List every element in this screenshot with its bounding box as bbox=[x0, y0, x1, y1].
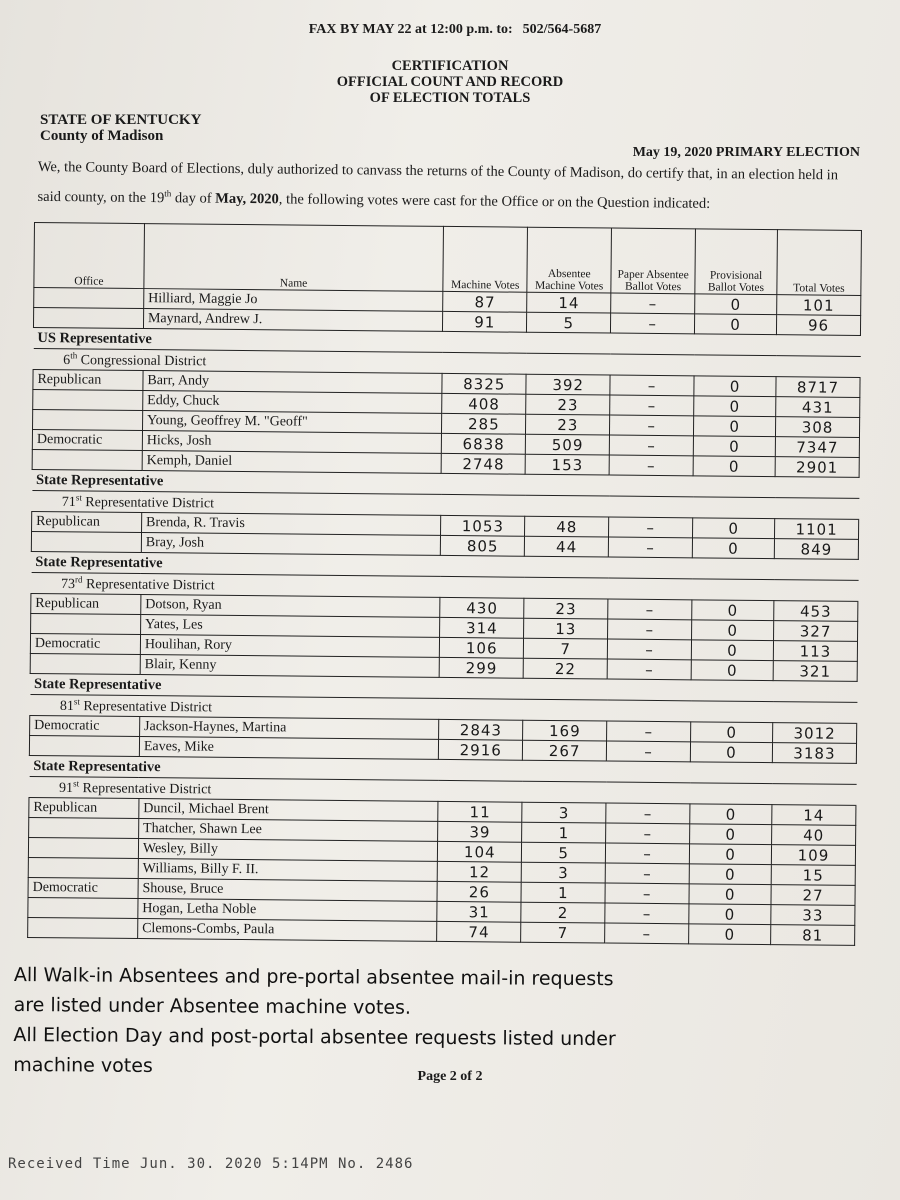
machine-votes-cell: 299 bbox=[439, 657, 523, 678]
candidate-name-cell: Eddy, Chuck bbox=[143, 391, 443, 414]
provisional-votes-cell: 0 bbox=[690, 824, 772, 845]
candidate-name-cell: Kemph, Daniel bbox=[142, 451, 442, 474]
provisional-votes-cell: 0 bbox=[689, 924, 771, 945]
total-votes-cell: 27 bbox=[771, 885, 855, 906]
absentee-votes-cell: 5 bbox=[522, 842, 606, 863]
office-title: State Representative bbox=[31, 551, 858, 580]
table-body bbox=[28, 288, 861, 946]
provisional-votes-cell: 0 bbox=[694, 376, 776, 397]
absentee-votes-cell: 1 bbox=[522, 822, 606, 843]
fax-instruction bbox=[0, 22, 900, 38]
total-votes-cell: 3012 bbox=[773, 723, 857, 744]
paper-absentee-cell: – bbox=[605, 863, 689, 884]
absentee-votes-cell: 392 bbox=[526, 374, 610, 395]
machine-votes-cell: 408 bbox=[442, 393, 526, 414]
provisional-votes-cell: 0 bbox=[691, 660, 773, 681]
total-votes-cell: 431 bbox=[776, 397, 860, 418]
absentee-votes-cell: 23 bbox=[526, 394, 610, 415]
intro-sup: th bbox=[164, 188, 172, 199]
district-number: 71 bbox=[61, 494, 76, 510]
machine-votes-cell: 8325 bbox=[442, 373, 526, 394]
provisional-votes-cell: 0 bbox=[689, 844, 771, 865]
party-cell bbox=[28, 837, 138, 858]
party-cell bbox=[33, 308, 143, 329]
machine-votes-cell: 2748 bbox=[441, 453, 525, 474]
total-votes-cell: 7347 bbox=[775, 437, 859, 458]
candidate-name-cell: Blair, Kenny bbox=[140, 655, 440, 678]
office-title: US Representative bbox=[33, 327, 860, 356]
total-votes-cell: 109 bbox=[771, 845, 855, 866]
total-votes-cell: 101 bbox=[777, 295, 861, 316]
district-number: 81 bbox=[59, 698, 74, 714]
paper-absentee-cell: – bbox=[607, 659, 691, 680]
candidate-name-cell: Maynard, Andrew J. bbox=[143, 309, 443, 332]
machine-votes-cell: 314 bbox=[440, 617, 524, 638]
machine-votes-cell: 31 bbox=[437, 901, 521, 922]
paper-absentee-cell: – bbox=[608, 619, 692, 640]
paper-absentee-cell: – bbox=[608, 537, 692, 558]
paper-absentee-cell: – bbox=[609, 517, 693, 538]
district-suffix: st bbox=[73, 696, 80, 707]
absentee-votes-cell: 7 bbox=[524, 638, 608, 659]
machine-votes-cell: 11 bbox=[438, 801, 522, 822]
absentee-votes-cell: 509 bbox=[526, 434, 610, 455]
certification-statement bbox=[37, 155, 864, 218]
total-votes-cell: 8717 bbox=[776, 377, 860, 398]
machine-votes-cell: 106 bbox=[440, 637, 524, 658]
party-cell: Republican bbox=[31, 593, 141, 614]
absentee-votes-cell: 169 bbox=[523, 720, 607, 741]
paper-absentee-cell: – bbox=[611, 293, 695, 314]
district-suffix: st bbox=[75, 492, 82, 503]
paper-absentee-cell: – bbox=[611, 313, 695, 334]
district-number: 73 bbox=[60, 576, 76, 592]
candidate-name-cell: Duncil, Michael Brent bbox=[139, 799, 439, 822]
absentee-votes-cell: 22 bbox=[523, 658, 607, 679]
absentee-votes-cell: 14 bbox=[527, 292, 611, 313]
machine-votes-cell: 39 bbox=[438, 821, 522, 842]
col-name: Name bbox=[144, 224, 444, 292]
paper-absentee-cell: – bbox=[607, 721, 691, 742]
paper-absentee-cell: – bbox=[610, 375, 694, 396]
party-cell bbox=[29, 735, 139, 756]
candidate-name-cell: Thatcher, Shawn Lee bbox=[138, 819, 438, 842]
absentee-votes-cell: 5 bbox=[527, 312, 611, 333]
note-line: are listed under Absentee machine votes. bbox=[13, 993, 412, 1019]
total-votes-cell: 40 bbox=[772, 825, 856, 846]
candidate-name-cell: Barr, Andy bbox=[143, 371, 443, 394]
party-cell bbox=[33, 389, 143, 410]
absentee-votes-cell: 2 bbox=[521, 902, 605, 923]
provisional-votes-cell: 0 bbox=[690, 742, 772, 763]
total-votes-cell: 14 bbox=[772, 805, 856, 826]
total-votes-cell: 33 bbox=[771, 905, 855, 926]
machine-votes-cell: 2843 bbox=[439, 719, 523, 740]
provisional-votes-cell: 0 bbox=[693, 456, 775, 477]
candidate-name-cell: Hicks, Josh bbox=[142, 431, 442, 454]
district-number: 6 bbox=[63, 352, 71, 368]
provisional-votes-cell: 0 bbox=[690, 804, 772, 825]
page-number: Page 2 of 2 bbox=[417, 1069, 483, 1084]
state-name: STATE OF KENTUCKY bbox=[40, 112, 202, 128]
machine-votes-cell: 12 bbox=[438, 861, 522, 882]
party-cell: Democratic bbox=[28, 877, 138, 898]
provisional-votes-cell: 0 bbox=[689, 864, 771, 885]
party-cell: Republican bbox=[29, 797, 139, 818]
provisional-votes-cell: 0 bbox=[692, 538, 774, 559]
district-text: Representative District bbox=[81, 494, 215, 512]
district-suffix: th bbox=[70, 350, 78, 361]
party-cell bbox=[28, 917, 138, 938]
total-votes-cell: 849 bbox=[774, 539, 858, 560]
party-cell: Democratic bbox=[30, 633, 140, 654]
machine-votes-cell: 74 bbox=[437, 921, 521, 942]
machine-votes-cell: 285 bbox=[442, 413, 526, 434]
handwritten-note bbox=[13, 960, 894, 1086]
total-votes-cell: 308 bbox=[776, 417, 860, 438]
party-cell bbox=[28, 857, 138, 878]
cert-line-1: CERTIFICATION bbox=[391, 58, 509, 74]
total-votes-cell: 453 bbox=[774, 601, 858, 622]
candidate-name-cell: Clemons-Combs, Paula bbox=[138, 919, 438, 942]
candidate-name-cell: Yates, Les bbox=[140, 615, 440, 638]
absentee-votes-cell: 1 bbox=[521, 882, 605, 903]
paper-absentee-cell: – bbox=[606, 843, 690, 864]
candidate-name-cell: Bray, Josh bbox=[141, 533, 441, 556]
col-office: Office bbox=[34, 223, 145, 289]
paper-absentee-cell: – bbox=[605, 903, 689, 924]
provisional-votes-cell: 0 bbox=[693, 436, 775, 457]
provisional-votes-cell: 0 bbox=[695, 294, 777, 315]
absentee-votes-cell: 3 bbox=[522, 802, 606, 823]
district-suffix: rd bbox=[75, 574, 83, 585]
county-name: County of Madison bbox=[40, 128, 164, 144]
machine-votes-cell: 6838 bbox=[442, 433, 526, 454]
party-cell bbox=[30, 653, 140, 674]
candidate-name-cell: Hilliard, Maggie Jo bbox=[144, 289, 444, 312]
party-cell bbox=[28, 897, 138, 918]
provisional-votes-cell: 0 bbox=[694, 396, 776, 417]
paper-absentee-cell: – bbox=[607, 741, 691, 762]
total-votes-cell: 15 bbox=[771, 865, 855, 886]
provisional-votes-cell: 0 bbox=[692, 620, 774, 641]
machine-votes-cell: 430 bbox=[440, 597, 524, 618]
col-paper: Paper Absentee Ballot Votes bbox=[611, 228, 696, 294]
machine-votes-cell: 26 bbox=[437, 881, 521, 902]
total-votes-cell: 81 bbox=[771, 925, 855, 946]
absentee-votes-cell: 267 bbox=[523, 740, 607, 761]
provisional-votes-cell: 0 bbox=[693, 518, 775, 539]
candidate-name-cell: Eaves, Mike bbox=[139, 737, 439, 760]
district-number: 91 bbox=[58, 780, 74, 796]
absentee-votes-cell: 3 bbox=[521, 862, 605, 883]
party-cell: Republican bbox=[33, 369, 143, 390]
candidate-name-cell: Dotson, Ryan bbox=[141, 595, 441, 618]
candidate-name-cell: Hogan, Letha Noble bbox=[138, 899, 438, 922]
district-text: Representative District bbox=[79, 698, 213, 716]
intro-text-a: We, the County Board of Elections, duly authorized to canvass the returns of the County of Madison, do certify that, in an election held in said county, on the 19 bbox=[37, 158, 839, 207]
note-line: machine votes bbox=[13, 1053, 153, 1077]
party-cell: Democratic bbox=[32, 429, 142, 450]
candidate-name-cell: Williams, Billy F. II. bbox=[138, 859, 438, 882]
provisional-votes-cell: 0 bbox=[692, 600, 774, 621]
provisional-votes-cell: 0 bbox=[689, 884, 771, 905]
total-votes-cell: 3183 bbox=[772, 743, 856, 764]
machine-votes-cell: 2916 bbox=[439, 739, 523, 760]
certification-title bbox=[0, 58, 900, 106]
machine-votes-cell: 805 bbox=[441, 535, 525, 556]
cert-line-2: OFFICIAL COUNT AND RECORD bbox=[336, 74, 564, 90]
col-provisional: Provisional Ballot Votes bbox=[695, 229, 778, 295]
office-title: State Representative bbox=[30, 673, 857, 702]
intro-text-c: , the following votes were cast for the Office or on the Question indicated: bbox=[278, 191, 711, 212]
paper-absentee-cell: – bbox=[608, 599, 692, 620]
note-line: All Walk-in Absentees and pre-portal absentee mail-in requests bbox=[13, 963, 614, 991]
fax-number: 502/564-5687 bbox=[522, 22, 602, 37]
state-county-block bbox=[40, 112, 201, 144]
paper-absentee-cell: – bbox=[610, 395, 694, 416]
party-cell bbox=[32, 449, 142, 470]
intro-date-bold: May, 2020 bbox=[215, 190, 279, 208]
candidate-name-cell: Jackson-Haynes, Martina bbox=[139, 717, 439, 740]
office-title: State Representative bbox=[32, 469, 859, 498]
party-cell bbox=[34, 288, 144, 309]
vote-totals-table-wrap bbox=[27, 222, 862, 946]
col-absentee: Absentee Machine Votes bbox=[527, 227, 612, 293]
election-date: May 19, 2020 PRIMARY ELECTION bbox=[632, 145, 860, 160]
machine-votes-cell: 104 bbox=[438, 841, 522, 862]
party-cell bbox=[31, 531, 141, 552]
col-machine: Machine Votes bbox=[443, 226, 528, 292]
fax-received-stamp: Received Time Jun. 30. 2020 5:14PM No. 2486 bbox=[8, 1156, 414, 1172]
paper-absentee-cell: – bbox=[605, 923, 689, 944]
total-votes-cell: 1101 bbox=[775, 519, 859, 540]
intro-text-b: day of bbox=[171, 190, 216, 207]
district-suffix: st bbox=[73, 778, 80, 789]
total-votes-cell: 96 bbox=[776, 315, 860, 336]
candidate-name-cell: Young, Geoffrey M. "Geoff" bbox=[142, 411, 442, 434]
party-cell: Republican bbox=[32, 511, 142, 532]
candidate-name-cell: Houlihan, Rory bbox=[140, 635, 440, 658]
total-votes-cell: 327 bbox=[774, 621, 858, 642]
machine-votes-cell: 91 bbox=[443, 311, 527, 332]
col-total: Total Votes bbox=[777, 230, 862, 296]
note-line: All Election Day and post-portal absentee requests listed under bbox=[13, 1023, 616, 1051]
absentee-votes-cell: 7 bbox=[521, 922, 605, 943]
cert-line-3: OF ELECTION TOTALS bbox=[369, 90, 531, 106]
candidate-name-cell: Shouse, Bruce bbox=[138, 879, 438, 902]
provisional-votes-cell: 0 bbox=[689, 904, 771, 925]
paper-absentee-cell: – bbox=[610, 415, 694, 436]
provisional-votes-cell: 0 bbox=[691, 640, 773, 661]
absentee-votes-cell: 44 bbox=[525, 536, 609, 557]
party-cell bbox=[29, 817, 139, 838]
provisional-votes-cell: 0 bbox=[695, 314, 777, 335]
paper-absentee-cell: – bbox=[606, 803, 690, 824]
total-votes-cell: 2901 bbox=[775, 457, 859, 478]
district-text: Congressional District bbox=[77, 352, 207, 369]
absentee-votes-cell: 23 bbox=[524, 598, 608, 619]
absentee-votes-cell: 13 bbox=[524, 618, 608, 639]
total-votes-cell: 113 bbox=[773, 641, 857, 662]
office-title: State Representative bbox=[29, 755, 856, 784]
paper-absentee-cell: – bbox=[605, 883, 689, 904]
machine-votes-cell: 87 bbox=[443, 291, 527, 312]
party-cell bbox=[33, 409, 143, 430]
paper-absentee-cell: – bbox=[609, 455, 693, 476]
absentee-votes-cell: 48 bbox=[525, 516, 609, 537]
party-cell: Democratic bbox=[30, 715, 140, 736]
table-header-row bbox=[34, 223, 862, 296]
candidate-name-cell: Wesley, Billy bbox=[138, 839, 438, 862]
party-cell bbox=[31, 613, 141, 634]
machine-votes-cell: 1053 bbox=[441, 515, 525, 536]
paper-absentee-cell: – bbox=[608, 639, 692, 660]
provisional-votes-cell: 0 bbox=[691, 722, 773, 743]
district-text: Representative District bbox=[79, 780, 212, 798]
fax-label: FAX BY MAY 22 at 12:00 p.m. to: bbox=[308, 22, 513, 37]
absentee-votes-cell: 23 bbox=[526, 414, 610, 435]
paper-absentee-cell: – bbox=[609, 435, 693, 456]
total-votes-cell: 321 bbox=[773, 661, 857, 682]
district-text: Representative District bbox=[82, 576, 215, 594]
paper-absentee-cell: – bbox=[606, 823, 690, 844]
vote-totals-table bbox=[27, 222, 862, 946]
provisional-votes-cell: 0 bbox=[694, 416, 776, 437]
candidate-name-cell: Brenda, R. Travis bbox=[141, 513, 441, 536]
absentee-votes-cell: 153 bbox=[525, 454, 609, 475]
